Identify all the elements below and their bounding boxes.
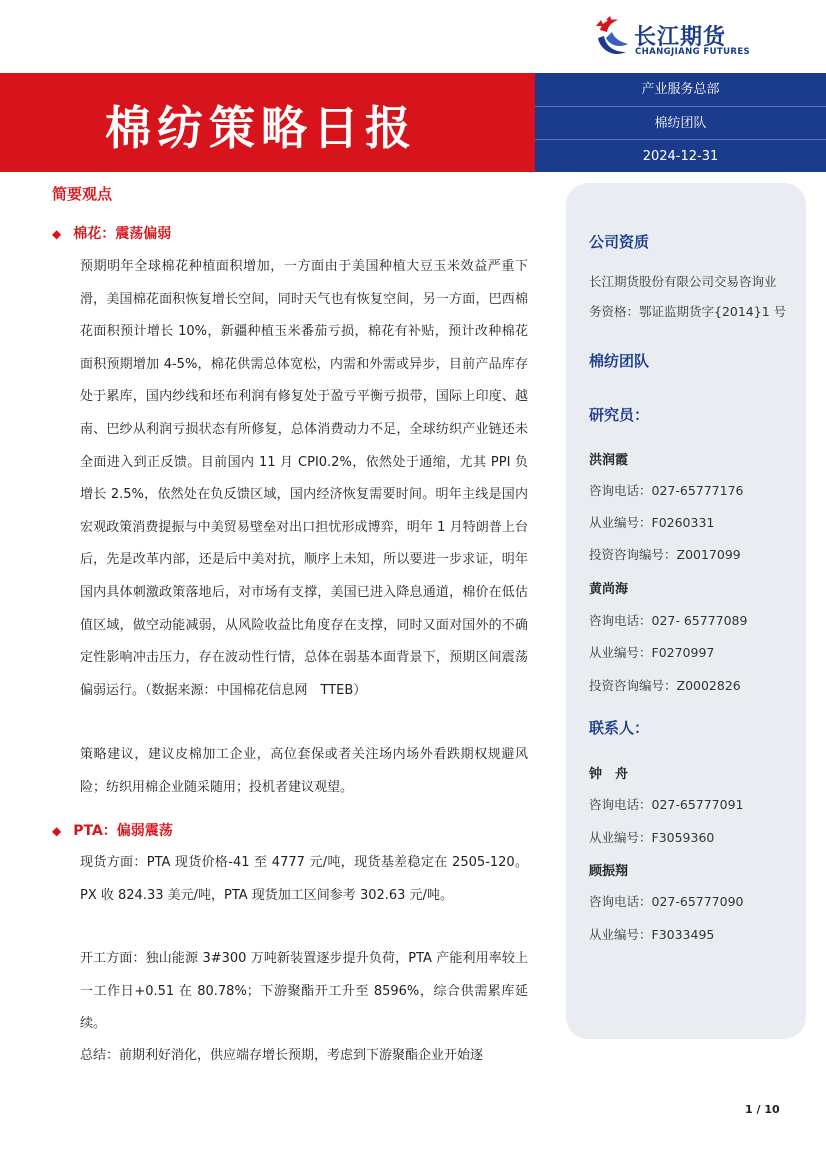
researcher-license: 从业编号：F0260331: [589, 515, 715, 530]
diamond-bullet-icon: ◆: [52, 227, 62, 241]
contact-name: 钟 舟: [589, 767, 629, 782]
department-label: 产业服务总部: [641, 82, 720, 97]
researcher-name: 黄尚海: [589, 582, 629, 597]
researcher-advisor-id: 投资咨询编号：Z0002826: [589, 678, 741, 693]
page-number: 1 / 10: [745, 1103, 780, 1116]
researcher-phone: 咨询电话：027- 65777089: [589, 613, 748, 628]
researcher-advisor-id: 投资咨询编号：Z0017099: [589, 547, 741, 562]
researcher-phone: 咨询电话：027-65777176: [589, 483, 744, 498]
logo-company-name: 长江期货: [634, 25, 727, 50]
diamond-bullet-icon: ◆: [52, 824, 62, 838]
pta-spot-paragraph: 现货方面：PTA 现货价格-41 至 4777 元/吨，现货基差稳定在 2505-120。PX 收 824.33 美元/吨，PTA 现货加工区间参考 302.63 元/吨。: [80, 855, 528, 903]
pta-heading-text: PTA：偏弱震荡: [73, 823, 173, 839]
contact-phone: 咨询电话：027-65777090: [589, 894, 744, 909]
report-date: 2024-12-31: [535, 139, 826, 172]
pta-conclusion-paragraph: 总结：前期利好消化，供应端存增长预期，考虑到下游聚酯企业开始逐: [80, 1048, 484, 1063]
researcher-license: 从业编号：F0270997: [589, 645, 715, 660]
contact-license: 从业编号：F3059360: [589, 830, 715, 845]
contacts-heading: 联系人：: [589, 719, 650, 737]
logo-company-name-en: CHANGJIANG FUTURES: [635, 47, 751, 57]
report-title: 棉纺策略日报: [105, 101, 417, 155]
team-heading: 棉纺团队: [589, 352, 650, 370]
contact-license: 从业编号：F3033495: [589, 927, 715, 942]
qualification-line: 务资格：鄂证监期货字{2014}1 号: [589, 304, 787, 319]
changjiang-logo-icon: [592, 16, 632, 60]
contact-phone: 咨询电话：027-65777091: [589, 797, 744, 812]
pta-section-heading: [52, 820, 173, 840]
qualification-heading: 公司资质: [589, 233, 650, 251]
cotton-heading-text: 棉花：震荡偏弱: [73, 226, 172, 242]
cotton-strategy-paragraph: 策略建议，建议皮棉加工企业，高位套保或者关注场内场外看跌期权规避风险；纺织用棉企业随采随用；投机者建议观望。: [80, 747, 528, 795]
pta-operation-paragraph: 开工方面：独山能源 3#300 万吨新装置逐步提升负荷，PTA 产能利用率较上一工作日+0.51 在 80.78%；下游聚酯开工升至 8596%，综合供需累库延续。: [80, 951, 528, 1032]
qualification-line: 长江期货股份有限公司交易咨询业: [589, 274, 777, 289]
cotton-section-heading: [52, 223, 171, 243]
researcher-name: 洪润霞: [589, 453, 629, 468]
company-logo: [592, 16, 772, 62]
cotton-analysis-paragraph: 预期明年全球棉花种植面积增加，一方面由于美国种植大豆玉米效益严重下滑，美国棉花面积恢复增长空间，同时天气也有恢复空间，另一方面，巴西棉花面积预计增长 10%，新疆种植玉米番茄亏损，棉花有补贴，预计改种棉花面积预期增加 4-5%，棉花供需总体宽松，内需和外需或异步，目前产品库存处于累库，国内纱线和坯布利润有修复处于盈亏平衡亏损带，国际上印度、越南、巴纱从利润亏损状态有所修复，总体消费动力不足，全球纺织产业链还未全面进入到正反馈。目前国内 11 月 CPI0.2%，依然处于通缩，尤其 PPI 负增长 2.5%，依然处在负反馈区域，国内经济恢复需要时间。明年主线是国内宏观政策消费提振与中美贸易壁垒对出口担忧形成博弈，明年 1 月特朗普上台后，先是改革内部，还是后中美对抗，顺序上未知，所以要进一步求证，明年国内具体刺激政策落地后，对市场有支撑，美国已进入降息通道，棉价在低估值区域，做空动能减弱，从风险收益比角度存在支撑，同时又面对国外的不确定性影响冲击压力，存在波动性行情，总体在弱基本面背景下，预期区间震荡偏弱运行。（数据来源：中国棉花信息网 TTEB）: [80, 259, 528, 698]
contact-name: 顾振翔: [589, 864, 629, 879]
team-label: 棉纺团队: [535, 106, 826, 139]
researchers-heading: 研究员：: [589, 406, 650, 424]
summary-title: 简要观点: [52, 185, 113, 203]
